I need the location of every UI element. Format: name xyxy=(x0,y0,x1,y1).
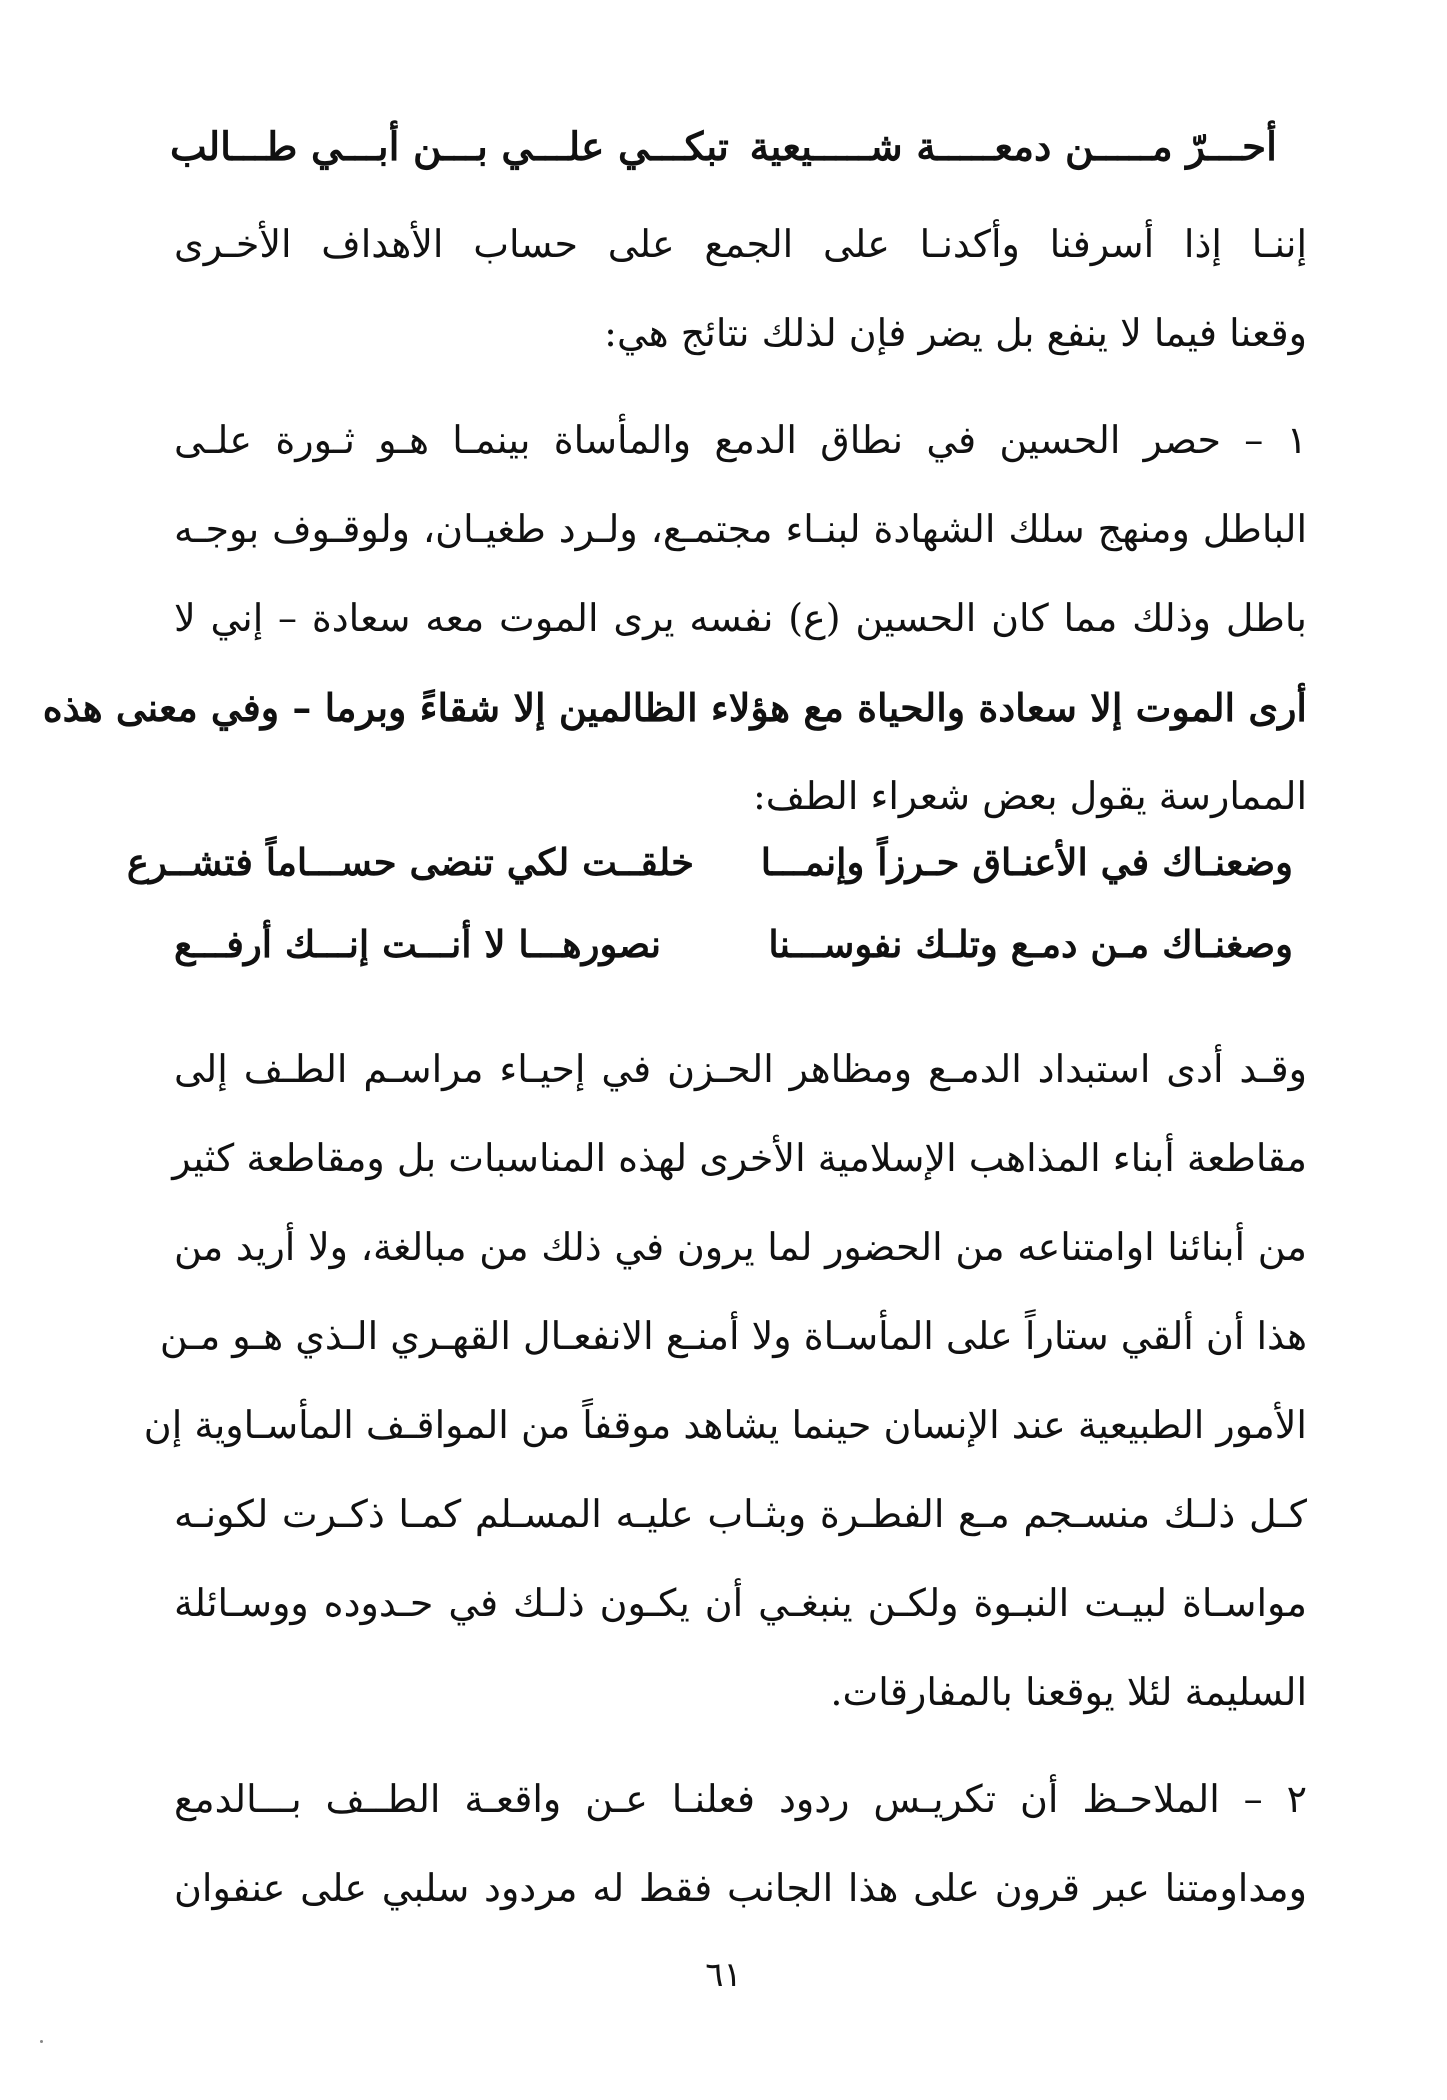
text-line: الممارسة يقول بعض شعراء الطف: xyxy=(752,774,1307,818)
text-line: الأمور الطبيعية عند الإنسان حينما يشاهد موقفاً من المواقـف المأسـاوية إن xyxy=(143,1403,1307,1447)
text-line: إننـا إذا أسرفنا وأكدنـا على الجمع على حساب الأهداف الأخـرى xyxy=(174,222,1307,266)
paragraph-point-2 xyxy=(174,1755,1307,1933)
verse-second-hemistich: خلقــت لكي تنضى حســـاماً فتشــرع xyxy=(126,840,694,884)
text-line: الباطل ومنهج سلك الشهادة لبنـاء مجتمـع، ولـرد طغيـان، ولوقـوف بوجـه xyxy=(174,507,1307,551)
paragraph-discussion xyxy=(143,1025,1307,1737)
verse-second-hemistich: نصورهـــا لا أنـــت إنـــك أرفـــع xyxy=(174,922,662,966)
verse-first-hemistich: وضعنـاك في الأعنـاق حـرزاً وإنمـــا xyxy=(760,840,1293,884)
page-number: ٦١ xyxy=(705,1955,742,1995)
text-line: وقعنا فيما لا ينفع بل يضر فإن لذلك نتائج هي: xyxy=(604,311,1307,355)
running-header xyxy=(170,112,1277,182)
text-line: كـل ذلـك منسـجم مـع الفطـرة وبثـاب عليـه المسـلم كمـا ذكـرت لكونـه xyxy=(174,1492,1307,1536)
paragraph-point-1 xyxy=(42,396,1307,841)
paragraph-intro xyxy=(174,200,1307,378)
poem-verse xyxy=(174,903,1307,985)
poem-verse xyxy=(126,821,1307,903)
text-line: مواسـاة لبيـت النبـوة ولكـن ينبغـي أن يكـون ذلـك في حـدوده ووسـائلة xyxy=(174,1581,1307,1625)
text-line: هذا أن ألقي ستاراً على المأسـاة ولا أمنـع الانفعـال القهـري الـذي هـو مـن xyxy=(159,1314,1307,1358)
poem-block xyxy=(126,821,1307,985)
text-line: السليمة لئلا يوقعنا بالمفارقات. xyxy=(830,1670,1307,1714)
text-line: باطل وذلك مما كان الحسين (ع) نفسه يرى الموت معه سعادة – إني لا xyxy=(174,596,1307,640)
text-line-quote: أرى الموت إلا سعادة والحياة مع هؤلاء الظالمين إلا شقاءً وبرما – وفي معنى هذه xyxy=(42,685,1307,730)
scan-dot xyxy=(40,2040,43,2043)
text-line: ومداومتنا عبر قرون على هذا الجانب فقط له مردود سلبي على عنفوان xyxy=(174,1866,1307,1910)
verse-first-hemistich: وصغنـاك مـن دمـع وتلـك نفوســـنا xyxy=(768,922,1293,966)
text-line: ١ – حصر الحسين في نطاق الدمع والمأساة بينمـا هـو ثـورة علـى xyxy=(174,418,1307,462)
text-line: مقاطعة أبناء المذاهب الإسلامية الأخرى لهذه المناسبات بل ومقاطعة كثير xyxy=(172,1136,1307,1180)
page-body xyxy=(42,200,1307,1933)
text-line: من أبنائنا اوامتناعه من الحضور لما يرون في ذلك من مبالغة، ولا أريد من xyxy=(174,1225,1307,1269)
header-left-title: تبكـــي علـــي بـــن أبـــي طـــالب xyxy=(170,124,729,170)
text-line: ٢ – الملاحـظ أن تكريـس ردود فعلنـا عـن واقعـة الطــف بـــالدمع xyxy=(174,1777,1307,1821)
text-line: وقـد أدى استبداد الدمـع ومظاهر الحـزن في إحيـاء مراسـم الطـف إلى xyxy=(174,1047,1307,1091)
header-right-title: أحـــرّ مـــــن دمعـــــة شـــــيعية xyxy=(749,124,1277,170)
